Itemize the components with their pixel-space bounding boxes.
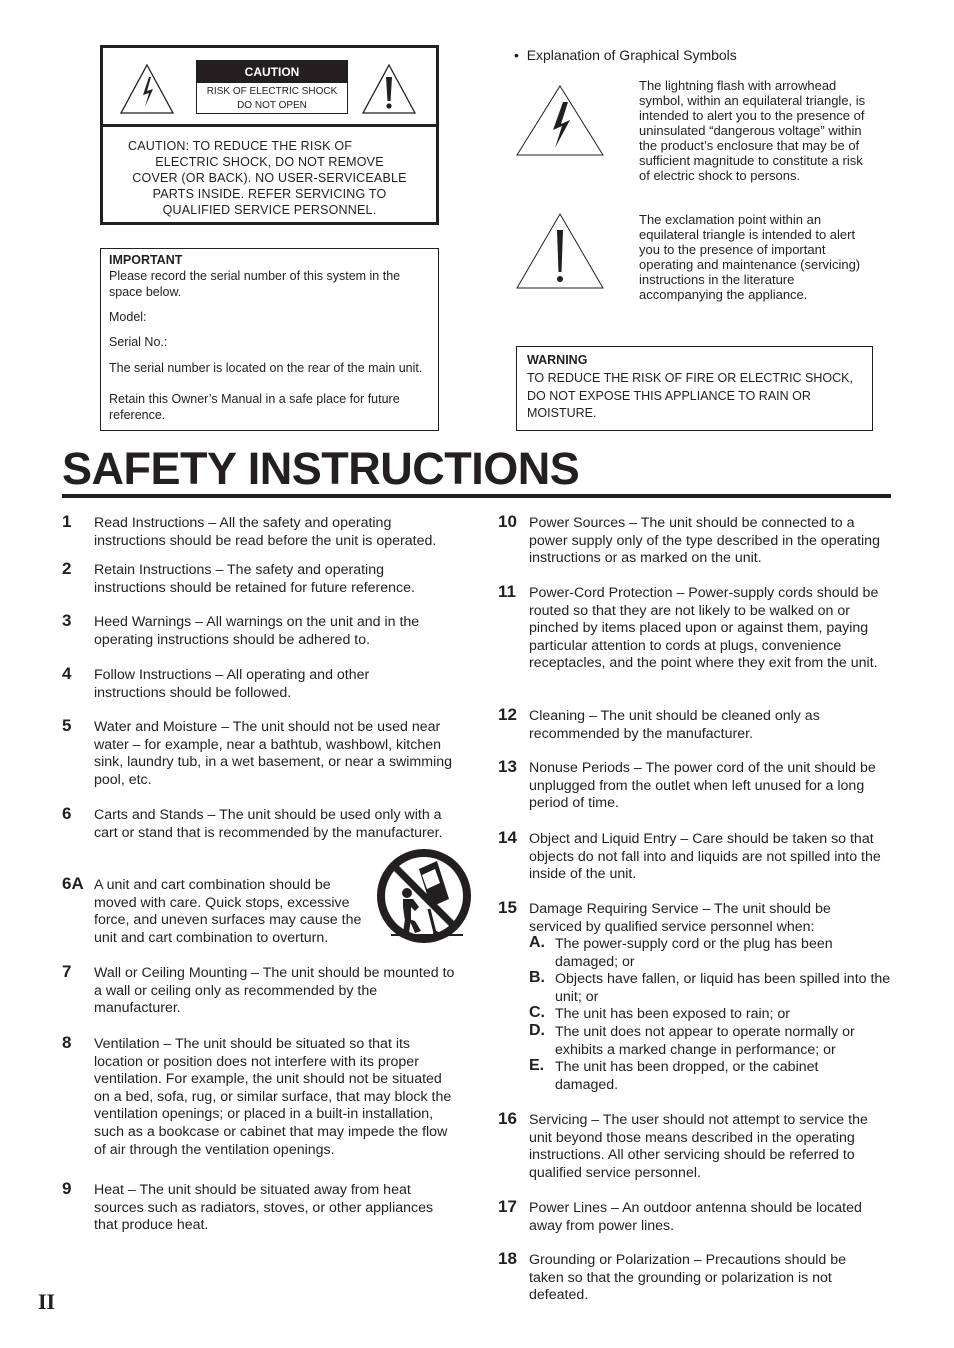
item-text: Retain Instructions – The safety and operating instructions should be retained for future reference. [94, 562, 415, 596]
important-heading: IMPORTANT [109, 253, 183, 267]
model-label: Model: [109, 310, 147, 324]
caution-text-line: COVER (OR BACK). NO USER-SERVICEABLE [132, 171, 407, 185]
caution-subtitle-line: DO NOT OPEN [237, 100, 307, 111]
sub-item-text: The unit has been exposed to rain; or [555, 1006, 791, 1022]
title-underline [62, 494, 891, 498]
caution-text [107, 138, 432, 218]
item-number: 14 [498, 828, 517, 847]
item-text: Follow Instructions – All operating and other instructions should be followed. [94, 667, 370, 701]
item-number: 13 [498, 757, 517, 776]
lightning-symbol-icon [515, 84, 605, 158]
item-text: Damage Requiring Service – The unit should be serviced by qualified service personnel when: [529, 901, 831, 935]
warning-text: TO REDUCE THE RISK OF FIRE OR ELECTRIC SHOCK, DO NOT EXPOSE THIS APPLIANCE TO RAIN OR MOISTURE. [527, 371, 853, 420]
sub-item-letter: A. [529, 934, 545, 951]
warning-box [516, 346, 873, 431]
page-number: II [38, 1289, 56, 1314]
caution-text-line: CAUTION: TO REDUCE THE RISK OF [128, 139, 353, 153]
caution-title: CAUTION [197, 61, 347, 83]
item-number: 11 [498, 582, 516, 601]
sub-item-letter: C. [529, 1004, 545, 1021]
caution-label [196, 60, 348, 114]
item-number: 6 [62, 804, 72, 823]
sub-item-text: The unit has been dropped, or the cabinet damaged. [555, 1059, 819, 1093]
item-number: 9 [62, 1179, 72, 1198]
exclamation-symbol-icon [515, 212, 605, 290]
item-text: Power Sources – The unit should be connected to a power supply only of the type described in the operating instructions or as marked on the unit. [529, 515, 880, 567]
sub-item-letter: B. [529, 969, 545, 986]
lightning-warning-icon [119, 63, 175, 115]
sub-item-text: The power-supply cord or the plug has been damaged; or [555, 936, 833, 970]
caution-text-line: ELECTRIC SHOCK, DO NOT REMOVE [155, 155, 384, 169]
caution-box [100, 45, 439, 225]
retain-manual-note: Retain this Owner’s Manual in a safe place for future reference. [109, 392, 400, 422]
item-text: Servicing – The user should not attempt to service the unit beyond those means described in the operating instructions. All other servicing should be referred to qualified service personnel. [529, 1112, 868, 1181]
exclamation-symbol-description: The exclamation point within an equilateral triangle is intended to alert you to the presence of important operating and maintenance (servicing) instructions in the literature accompanying the appliance. [639, 212, 861, 302]
sub-item-letter: E. [529, 1057, 545, 1074]
item-number: 1 [62, 512, 72, 531]
caution-header [103, 48, 436, 127]
cart-tipover-warning-icon [375, 847, 473, 945]
important-intro: Please record the serial number of this system in the space below. [109, 269, 401, 299]
caution-subtitle-line: RISK OF ELECTRIC SHOCK [206, 86, 338, 97]
item-number: 5 [62, 716, 72, 735]
exclamation-warning-icon [361, 63, 417, 115]
item-text: Read Instructions – All the safety and operating instructions should be read before the unit is operated. [94, 515, 437, 549]
item-number: 15 [498, 898, 517, 917]
page-title: SAFETY INSTRUCTIONS [62, 443, 580, 494]
item-number: 8 [62, 1033, 72, 1052]
item-text: Wall or Ceiling Mounting – The unit should be mounted to a wall or ceiling only as recommended by the manufacturer. [94, 965, 455, 1017]
item-text: Cleaning – The unit should be cleaned only as recommended by the manufacturer. [529, 708, 820, 742]
item-number: 2 [62, 559, 72, 578]
caution-subtitle [197, 83, 347, 113]
symbols-header [514, 47, 737, 63]
important-box [100, 248, 439, 431]
item-text: Nonuse Periods – The power cord of the unit should be unplugged from the outlet when left unused for a long period of time. [529, 760, 876, 812]
sub-item-letter: D. [529, 1022, 545, 1039]
caution-text-line: QUALIFIED SERVICE PERSONNEL. [162, 203, 377, 217]
item-text: A unit and cart combination should be moved with care. Quick stops, excessive force, and uneven surfaces may cause the unit and cart combination to overturn. [94, 877, 362, 946]
serial-location-note: The serial number is located on the rear of the main unit. [109, 361, 423, 375]
item-number: 17 [498, 1197, 517, 1216]
serial-label: Serial No.: [109, 335, 168, 349]
warning-heading: WARNING [527, 353, 588, 367]
item-number: 6A [62, 874, 84, 893]
item-number: 4 [62, 664, 72, 683]
item-number: 7 [62, 962, 72, 981]
item-number: 3 [62, 611, 72, 630]
sub-item-text: Objects have fallen, or liquid has been spilled into the unit; or [555, 971, 891, 1005]
lightning-symbol-description: The lightning flash with arrowhead symbol, within an equilateral triangle, is intended to alert you to the presence of uninsulated “dangerous voltage” within the product’s enclosure that may be of sufficient magnitude to constitute a risk of electric shock to persons. [639, 78, 866, 183]
item-text: Grounding or Polarization – Precautions should be taken so that the grounding or polarization is not defeated. [529, 1252, 847, 1304]
item-text: Carts and Stands – The unit should be used only with a cart or stand that is recommended by the manufacturer. [94, 807, 443, 841]
item-text: Heed Warnings – All warnings on the unit and in the operating instructions should be adhered to. [94, 614, 420, 648]
bullet: • [514, 47, 527, 63]
item-text: Object and Liquid Entry – Care should be taken so that objects do not fall into and liquids are not spilled into the inside of the unit. [529, 831, 881, 883]
item-text: Heat – The unit should be situated away from heat sources such as radiators, stoves, or other appliances that produce heat. [94, 1182, 434, 1234]
caution-text-line: PARTS INSIDE. REFER SERVICING TO [152, 187, 387, 201]
item-number: 16 [498, 1109, 517, 1128]
item-text: Power-Cord Protection – Power-supply cords should be routed so that they are not likely to be walked on or pinched by items placed upon or against them, paying particular attention to cords at plugs, convenience receptacles, and the point where they exit from the unit. [529, 585, 879, 672]
item-text: Power Lines – An outdoor antenna should be located away from power lines. [529, 1200, 862, 1234]
item-number: 10 [498, 512, 517, 531]
item-text: Water and Moisture – The unit should not be used near water – for example, near a bathtub, washbowl, kitchen sink, laundry tub, in a wet basement, or near a swimming pool, etc. [94, 719, 453, 788]
item-number: 12 [498, 705, 517, 724]
item-number: 18 [498, 1249, 517, 1268]
sub-item-text: The unit does not appear to operate normally or exhibits a marked change in performance; or [555, 1024, 855, 1058]
symbols-header-text: Explanation of Graphical Symbols [526, 47, 737, 63]
item-text: Ventilation – The unit should be situated so that its location or position does not interfere with its proper ventilation. For example, the unit should not be situated on a bed, sofa, rug, or similar surface, that may block the ventilation openings; or placed in a built-in installation, such as a bookcase or cabinet that may impede the flow of air through the ventilation openings. [94, 1036, 452, 1158]
